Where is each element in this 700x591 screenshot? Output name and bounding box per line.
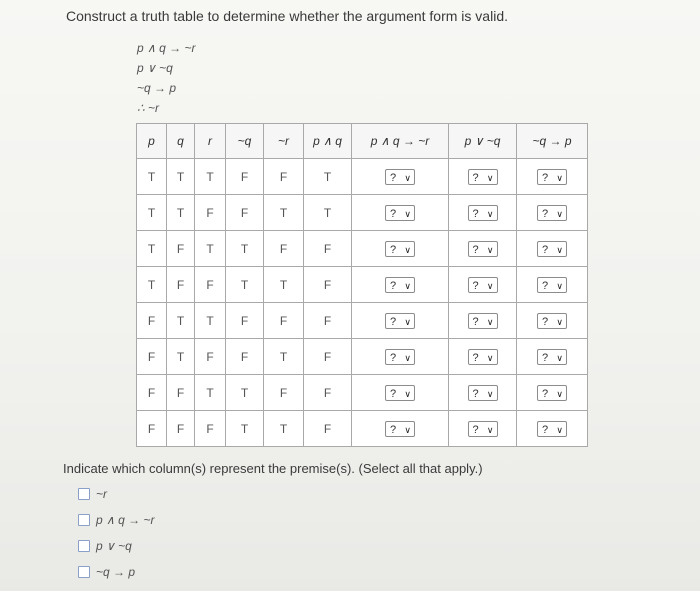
dropdown-cell [352,303,449,339]
truth-table-body [137,159,588,447]
truth-table-header-row [137,124,588,159]
cell-not-q: T [226,267,264,303]
cell-r: T [195,159,226,195]
cell-not-q: T [226,411,264,447]
chevron-down-icon: ∨ [556,388,563,399]
dropdown-cell [517,267,588,303]
cell-q: F [167,267,195,303]
dropdown-p-and-q-implies-not-r[interactable] [385,241,415,257]
dropdown-value: ? [390,171,397,184]
cell-p: F [137,375,167,411]
cell-p: F [137,303,167,339]
dropdown-value: ? [542,171,549,184]
option-p-and-q-implies-not-r[interactable] [78,507,154,533]
cell-not-q: F [226,195,264,231]
dropdown-value: ? [542,351,549,364]
chevron-down-icon: ∨ [404,424,411,435]
header-p-and-q-implies-not-r: p ∧ q → ~r [352,124,449,159]
option-not-q-implies-p[interactable] [78,559,154,585]
dropdown-value: ? [542,315,549,328]
cell-r: F [195,195,226,231]
checkbox[interactable] [78,566,90,578]
conclusion: ∴ ~r [137,101,159,115]
dropdown-not-q-implies-p[interactable] [537,205,567,221]
chevron-down-icon: ∨ [404,244,411,255]
premise-1: p ∧ q → ~r [137,41,196,55]
dropdown-value: ? [390,423,397,436]
header-p-or-not-q: p ∨ ~q [449,124,517,159]
cell-p-and-q: F [304,267,352,303]
cell-p: F [137,339,167,375]
cell-r: T [195,375,226,411]
dropdown-not-q-implies-p[interactable] [537,313,567,329]
header-not-q-implies-p: ~q → p [517,124,588,159]
cell-q: F [167,375,195,411]
dropdown-cell [449,411,517,447]
dropdown-p-or-not-q[interactable] [468,205,498,221]
header-not-q: ~q [226,124,264,159]
dropdown-not-q-implies-p[interactable] [537,385,567,401]
cell-p: T [137,195,167,231]
cell-not-q: F [226,159,264,195]
dropdown-cell [517,411,588,447]
chevron-down-icon: ∨ [486,244,494,255]
dropdown-cell [517,231,588,267]
dropdown-value: ? [472,207,479,220]
dropdown-value: ? [472,423,479,436]
chevron-down-icon: ∨ [556,208,563,219]
dropdown-value: ? [390,279,397,292]
dropdown-p-and-q-implies-not-r[interactable] [385,349,415,365]
checkbox[interactable] [78,488,90,500]
cell-p: T [137,159,167,195]
dropdown-cell [352,195,449,231]
dropdown-cell [352,231,449,267]
dropdown-cell [517,159,588,195]
dropdown-cell [517,339,588,375]
dropdown-cell [352,411,449,447]
dropdown-cell [352,267,449,303]
dropdown-p-and-q-implies-not-r[interactable] [385,385,415,401]
dropdown-cell [352,375,449,411]
dropdown-p-or-not-q[interactable] [468,421,498,437]
table-row [137,267,588,303]
option-label: ~r [96,487,108,501]
chevron-down-icon: ∨ [556,316,563,327]
option-label: p ∧ q → ~r [96,513,155,527]
header-r: r [195,124,226,159]
dropdown-p-and-q-implies-not-r[interactable] [385,421,415,437]
table-row [137,195,588,231]
cell-p-and-q: T [304,159,352,195]
table-row [137,231,588,267]
dropdown-not-q-implies-p[interactable] [537,421,567,437]
chevron-down-icon: ∨ [404,316,411,327]
chevron-down-icon: ∨ [556,424,563,435]
cell-not-r: T [264,411,304,447]
cell-q: T [167,159,195,195]
chevron-down-icon: ∨ [486,352,494,363]
dropdown-cell [449,159,517,195]
cell-p: T [137,267,167,303]
chevron-down-icon: ∨ [486,208,494,219]
dropdown-cell [449,303,517,339]
dropdown-cell [517,303,588,339]
cell-not-r: T [264,267,304,303]
dropdown-value: ? [542,423,549,436]
dropdown-p-and-q-implies-not-r[interactable] [385,277,415,293]
dropdown-value: ? [542,207,549,220]
argument-form [137,38,195,118]
cell-q: T [167,195,195,231]
table-row [137,411,588,447]
dropdown-value: ? [472,279,479,292]
cell-r: T [195,231,226,267]
dropdown-cell [449,267,517,303]
chevron-down-icon: ∨ [486,424,494,435]
chevron-down-icon: ∨ [404,172,411,183]
cell-not-q: T [226,231,264,267]
dropdown-cell [517,195,588,231]
chevron-down-icon: ∨ [486,388,494,399]
dropdown-value: ? [472,171,479,184]
dropdown-value: ? [542,279,549,292]
dropdown-p-and-q-implies-not-r[interactable] [385,313,415,329]
chevron-down-icon: ∨ [556,280,563,291]
chevron-down-icon: ∨ [486,316,494,327]
dropdown-cell [449,375,517,411]
cell-p-and-q: T [304,195,352,231]
cell-r: F [195,339,226,375]
header-p-and-q: p ∧ q [304,124,352,159]
dropdown-cell [517,375,588,411]
cell-q: F [167,231,195,267]
dropdown-cell [449,231,517,267]
dropdown-not-q-implies-p[interactable] [537,277,567,293]
chevron-down-icon: ∨ [404,388,411,399]
chevron-down-icon: ∨ [404,352,411,363]
cell-p-and-q: F [304,231,352,267]
table-row [137,339,588,375]
dropdown-value: ? [472,387,479,400]
cell-p: T [137,231,167,267]
dropdown-not-q-implies-p[interactable] [537,169,567,185]
cell-p-and-q: F [304,339,352,375]
dropdown-not-q-implies-p[interactable] [537,349,567,365]
cell-r: T [195,303,226,339]
dropdown-p-or-not-q[interactable] [468,241,498,257]
dropdown-value: ? [390,351,397,364]
header-q: q [167,124,195,159]
cell-not-r: F [264,231,304,267]
dropdown-p-or-not-q[interactable] [468,169,498,185]
cell-not-r: T [264,339,304,375]
dropdown-not-q-implies-p[interactable] [537,241,567,257]
dropdown-p-and-q-implies-not-r[interactable] [385,169,415,185]
premise-options [78,481,154,585]
checkbox[interactable] [78,514,90,526]
cell-p-and-q: F [304,411,352,447]
chevron-down-icon: ∨ [404,280,411,291]
cell-r: F [195,411,226,447]
chevron-down-icon: ∨ [486,172,494,183]
dropdown-p-or-not-q[interactable] [468,349,498,365]
chevron-down-icon: ∨ [404,208,411,219]
dropdown-value: ? [472,351,479,364]
cell-p-and-q: F [304,303,352,339]
dropdown-value: ? [542,387,549,400]
cell-not-r: F [264,159,304,195]
dropdown-value: ? [390,243,397,256]
question-text: Construct a truth table to determine whether the argument form is valid. [66,8,508,24]
option-p-or-not-q[interactable] [78,533,154,559]
dropdown-value: ? [472,243,479,256]
cell-q: T [167,339,195,375]
cell-not-q: T [226,375,264,411]
dropdown-p-and-q-implies-not-r[interactable] [385,205,415,221]
cell-q: T [167,303,195,339]
dropdown-p-or-not-q[interactable] [468,385,498,401]
premise-2: p ∨ ~q [137,61,173,75]
cell-not-q: F [226,339,264,375]
dropdown-value: ? [390,207,397,220]
cell-not-r: F [264,303,304,339]
table-row [137,303,588,339]
cell-not-q: F [226,303,264,339]
chevron-down-icon: ∨ [556,244,563,255]
dropdown-value: ? [390,387,397,400]
instruction-text: Indicate which column(s) represent the premise(s). (Select all that apply.) [63,461,483,476]
cell-p-and-q: F [304,375,352,411]
option-not-r[interactable] [78,481,154,507]
option-label: ~q → p [96,565,136,579]
chevron-down-icon: ∨ [486,280,494,291]
chevron-down-icon: ∨ [556,352,563,363]
premise-3: ~q → p [137,81,177,95]
dropdown-cell [449,339,517,375]
header-not-r: ~r [264,124,304,159]
cell-not-r: T [264,195,304,231]
dropdown-cell [449,195,517,231]
chevron-down-icon: ∨ [556,172,563,183]
option-label: p ∨ ~q [96,539,132,553]
dropdown-cell [352,339,449,375]
cell-p: F [137,411,167,447]
dropdown-value: ? [472,315,479,328]
dropdown-value: ? [542,243,549,256]
cell-not-r: F [264,375,304,411]
checkbox[interactable] [78,540,90,552]
cell-q: F [167,411,195,447]
table-row [137,375,588,411]
dropdown-p-or-not-q[interactable] [468,277,498,293]
table-row [137,159,588,195]
truth-table [136,123,588,447]
dropdown-cell [352,159,449,195]
dropdown-p-or-not-q[interactable] [468,313,498,329]
header-p: p [137,124,167,159]
dropdown-value: ? [390,315,397,328]
cell-r: F [195,267,226,303]
